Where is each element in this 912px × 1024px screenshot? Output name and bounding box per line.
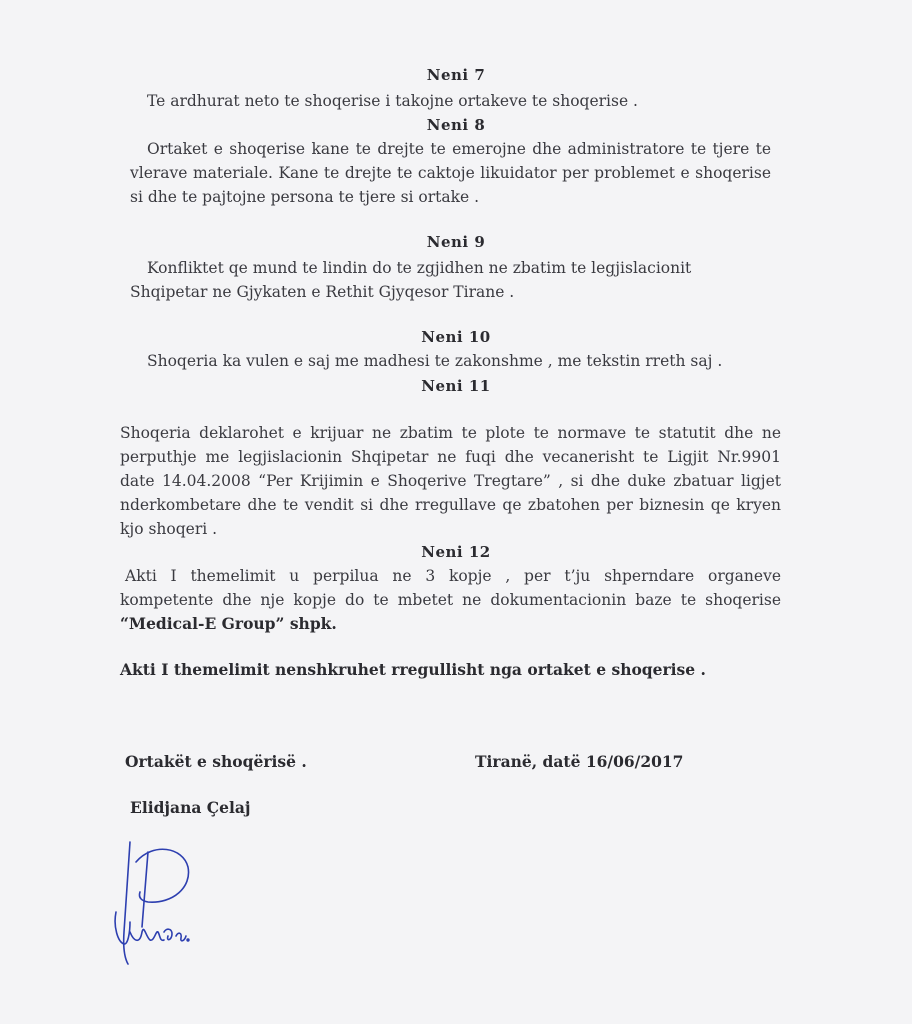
- article-text-line: si dhe te pajtojne persona te tjere si ortake .: [130, 188, 480, 206]
- article-text-line: vlerave materiale. Kane te drejte te caktoje likuidator per problemet e shoqerise: [130, 164, 771, 182]
- handwritten-signature: [108, 832, 198, 972]
- article-heading: Neni 9: [426, 233, 486, 251]
- article-text-line: Shoqeria deklarohet e krijuar ne zbatim te plote te normave te statutit dhe ne: [120, 424, 781, 442]
- article-text-line: date 14.04.2008 “Per Krijimin e Shoqerive Tregtare” , si dhe duke zbatuar ligjet: [120, 472, 781, 490]
- signatory-name: Elidjana Çelaj: [130, 798, 251, 817]
- article-text-line: Shqipetar ne Gjykaten e Rethit Gjyqesor Tirane .: [130, 283, 515, 301]
- signatories-label: Ortakët e shoqërisë .: [125, 752, 307, 771]
- article-text-line: kjo shoqeri .: [120, 520, 218, 538]
- article-heading: Neni 7: [426, 66, 486, 84]
- article-heading: Neni 10: [421, 328, 491, 346]
- article-heading: Neni 8: [426, 116, 486, 134]
- closing-statement: Akti I themelimit nenshkruhet rregullisht nga ortaket e shoqerise .: [120, 660, 706, 679]
- article-heading: Neni 12: [421, 543, 491, 561]
- article-text-line: kompetente dhe nje kopje do te mbetet ne dokumentacionin baze te shoqerise: [120, 591, 781, 609]
- company-name: “Medical-E Group” shpk.: [120, 614, 337, 633]
- article-text-line: Te ardhurat neto te shoqerise i takojne ortakeve te shoqerise .: [147, 92, 638, 110]
- article-text-line: nderkombetare dhe te vendit si dhe rregullave qe zbatohen per biznesin qe kryen: [120, 496, 781, 514]
- article-text-line: Konfliktet qe mund te lindin do te zgjidhen ne zbatim te legjislacionit: [147, 259, 692, 277]
- article-text-line: Akti I themelimit u perpilua ne 3 kopje , per t’ju shperndare organeve: [125, 567, 781, 585]
- article-text-line: Shoqeria ka vulen e saj me madhesi te zakonshme , me tekstin rreth saj .: [147, 352, 723, 370]
- article-heading: Neni 11: [421, 377, 491, 395]
- place-date: Tiranë, datë 16/06/2017: [475, 752, 684, 771]
- article-text-line: Ortaket e shoqerise kane te drejte te emerojne dhe administratore te tjere te: [147, 140, 771, 158]
- article-text-line: perputhje me legjislacionin Shqipetar ne fuqi dhe vecanerisht te Ligjit Nr.9901: [120, 448, 781, 466]
